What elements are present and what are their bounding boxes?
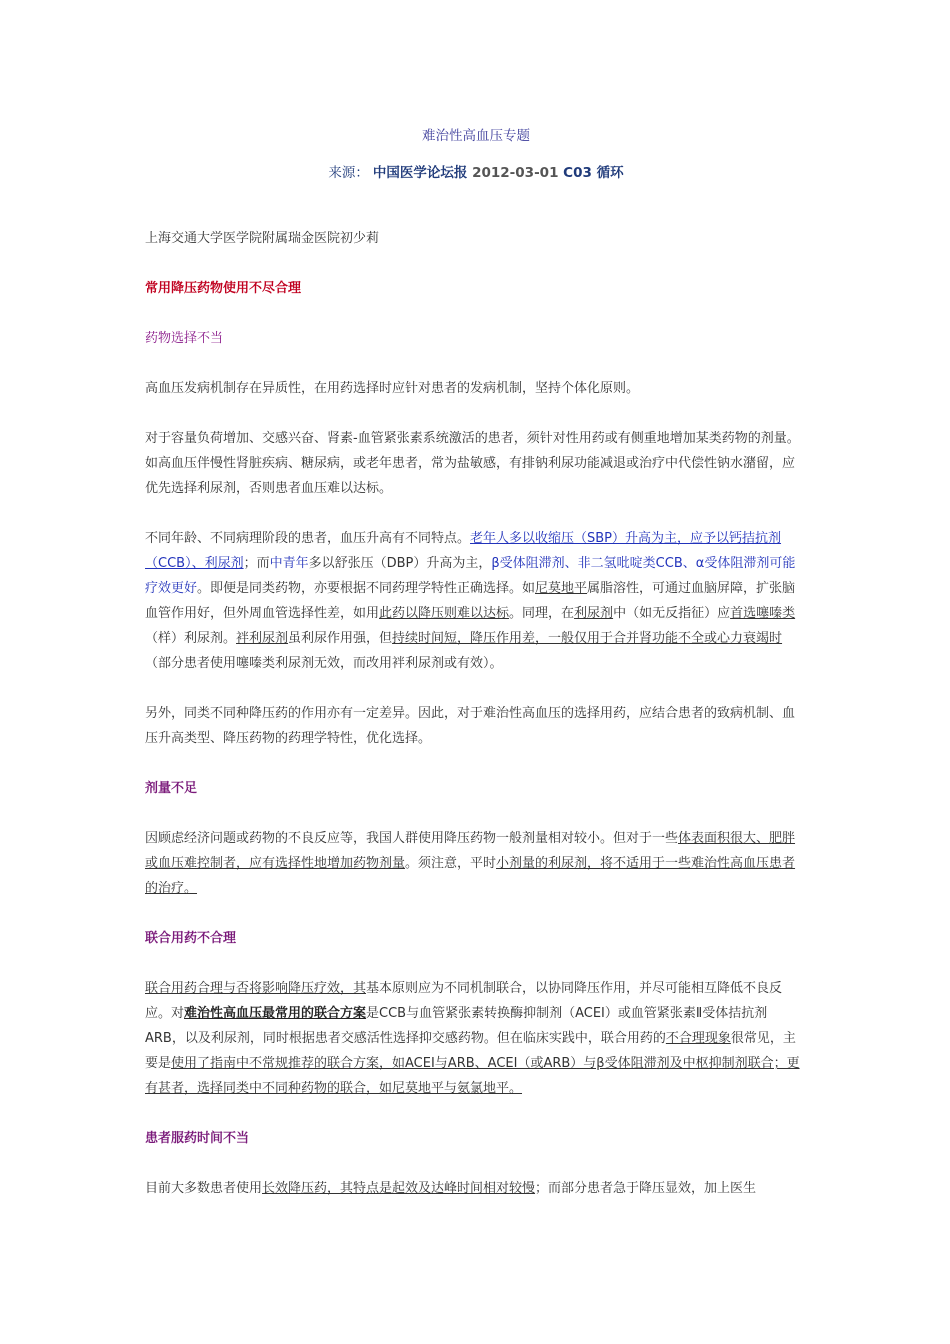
source-section: C03 循环 bbox=[563, 165, 624, 181]
paragraph: 高血压发病机制存在异质性，在用药选择时应针对患者的发病机制，坚持个体化原则。 bbox=[145, 381, 640, 396]
text-span: 。须注意，平时 bbox=[405, 856, 497, 871]
highlight-text: β受体阻滞剂、非二氢吡啶类CCB、α受体阻滞剂可能疗效更好 bbox=[145, 556, 796, 596]
highlight-text: 中青年 bbox=[269, 556, 309, 571]
source-label: 来源： bbox=[328, 165, 369, 181]
underlined-text: 袢利尿剂 bbox=[236, 631, 289, 646]
source-date: 2012-03-01 bbox=[467, 165, 564, 181]
text-span: （样）利尿剂。 bbox=[145, 631, 237, 646]
text-span: 很常见，主要是 bbox=[145, 1031, 796, 1071]
text-span: 多以舒张压（DBP）升高为主， bbox=[308, 556, 492, 571]
text-span: 。即便是同类药物，亦要根据不同药理学特性正确选择。如 bbox=[197, 581, 536, 596]
bold-underlined-text: 难治性高血压最常用的联合方案 bbox=[184, 1006, 367, 1021]
paragraph bbox=[145, 526, 807, 676]
text-span: 属脂溶性，可通过血脑屏障，扩张脑血管作用好，但外周血管选择性差，如用 bbox=[145, 581, 796, 621]
section-heading: 常用降压药物使用不尽合理 bbox=[145, 281, 302, 296]
article-body bbox=[145, 124, 807, 1226]
underlined-text: 长效降压药，其特点是起效及达峰时间相对较慢 bbox=[262, 1181, 536, 1196]
subsection-heading: 患者服药时间不当 bbox=[145, 1131, 250, 1146]
text-span: ；而部分患者急于降压显效，加上医生 bbox=[535, 1181, 757, 1196]
underlined-text: 尼莫地平 bbox=[535, 581, 588, 596]
text-span: 。同理，在 bbox=[509, 606, 575, 621]
underlined-text: 此药以降压则难以达标 bbox=[379, 606, 510, 621]
paragraph: 对于容量负荷增加、交感兴奋、肾素-血管紧张素系统激活的患者，须针对性用药或有侧重地增加某类药物的剂量。如高血压伴慢性肾脏疾病、糖尿病，或老年患者，常为盐敏感，有排钠利尿功能减退或治疗中代偿性钠水潴留，应优先选择利尿剂，否则患者血压难以达标。 bbox=[145, 431, 800, 496]
text-span: 不同年龄、不同病理阶段的患者，血压升高有不同特点。 bbox=[145, 531, 471, 546]
text-span: 中（如无反指征）应 bbox=[613, 606, 731, 621]
underlined-text: 小剂量的利尿剂，将不适用于一些难治性高血压患者的治疗。 bbox=[145, 856, 796, 896]
paragraph: 另外，同类不同种降压药的作用亦有一定差异。因此，对于难治性高血压的选择用药，应结合患者的致病机制、血压升高类型、降压药物的药理学特性，优化选择。 bbox=[145, 706, 796, 746]
underlined-text: 使用了指南中不常规推荐的联合方案，如ACEI与ARB、ACEI（或ARB）与β受体阻滞剂及中枢抑制剂联合；更有甚者，选择同类中不同种药物的联合，如尼莫地平与氨氯地平。 bbox=[145, 1056, 800, 1096]
text-span: ；而 bbox=[243, 556, 270, 571]
text-span: 虽利尿作用强，但 bbox=[288, 631, 393, 646]
text-span: 基本原则应为不同机制联合，以协同降压作用，并尽可能相互降低不良反应。对 bbox=[145, 981, 783, 1021]
text-span: （部分患者使用噻嗪类利尿剂无效，而改用袢利尿剂或有效）。 bbox=[145, 656, 503, 671]
paragraph bbox=[145, 1176, 807, 1201]
underlined-text: 首选噻嗪类 bbox=[730, 606, 796, 621]
underlined-text: 不合理现象 bbox=[665, 1031, 731, 1046]
paragraph bbox=[145, 826, 807, 901]
author-line: 上海交通大学医学院附属瑞金医院初少莉 bbox=[145, 231, 380, 246]
article-title: 难治性高血压专题 bbox=[422, 128, 530, 144]
underlined-text: 持续时间短，降压作用差，一般仅用于合并肾功能不全或心力衰竭时 bbox=[392, 631, 783, 646]
text-span: 因顾虑经济问题或药物的不良反应等，我国人群使用降压药物一般剂量相对较小。但对于一些 bbox=[145, 831, 679, 846]
subsection-heading: 药物选择不当 bbox=[145, 331, 224, 346]
underlined-text: 利尿剂 bbox=[574, 606, 614, 621]
subsection-heading: 联合用药不合理 bbox=[145, 931, 237, 946]
underlined-text: 体表面积很大、肥胖或血压难控制者，应有选择性地增加药物剂量 bbox=[145, 831, 796, 871]
text-span: 目前大多数患者使用 bbox=[145, 1181, 263, 1196]
underlined-text: 联合用药合理与否将影响降压疗效，其 bbox=[145, 981, 367, 996]
paragraph bbox=[145, 976, 807, 1101]
text-span: 是CCB与血管紧张素转换酶抑制剂（ACEI）或血管紧张素Ⅱ受体拮抗剂ARB，以及利尿剂，同时根据患者交感活性选择抑交感药物。但在临床实践中，联合用药的 bbox=[145, 1006, 768, 1046]
article-source bbox=[145, 161, 807, 186]
highlight-text: 老年人多以收缩压（SBP）升高为主，应予以钙拮抗剂（CCB）、利尿剂 bbox=[145, 531, 782, 571]
source-paper: 中国医学论坛报 bbox=[372, 165, 468, 181]
subsection-heading: 剂量不足 bbox=[145, 781, 198, 796]
